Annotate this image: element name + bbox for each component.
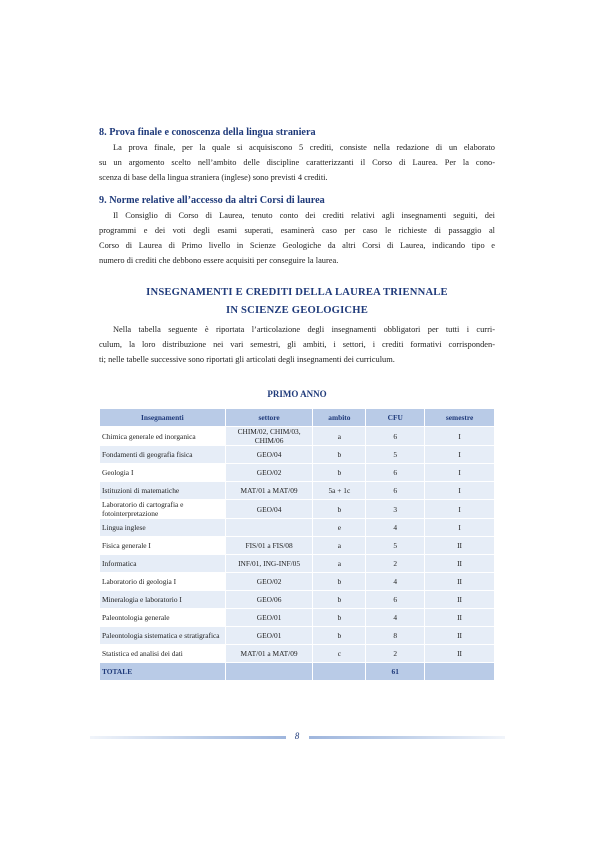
- course-semestre: II: [425, 609, 495, 627]
- course-settore: GEO/01: [225, 609, 313, 627]
- table-row: [100, 537, 495, 555]
- course-name: Paleontologia generale: [100, 609, 226, 627]
- main-title-line-1: INSEGNAMENTI E CREDITI DELLA LAUREA TRIENNALE: [146, 287, 448, 298]
- total-cell: [225, 663, 313, 681]
- footer-rule-left: [90, 736, 286, 739]
- course-name: Paleontologia sistematica e stratigrafica: [100, 627, 226, 645]
- course-name: Laboratorio di cartografia e fotointerpretazione: [100, 500, 226, 519]
- course-ambito: b: [313, 627, 366, 645]
- course-semestre: II: [425, 555, 495, 573]
- course-settore: CHIM/02, CHIM/03, CHIM/06: [225, 427, 313, 446]
- section-9-line: Il Consiglio di Corso di Laurea, tenuto conto dei crediti relativi agli insegnamenti seguiti, dei: [113, 211, 495, 220]
- course-name: Chimica generale ed inorganica: [100, 427, 226, 446]
- section-8-line: scenza di base della lingua straniera (inglese) sono previsti 4 crediti.: [99, 173, 328, 182]
- course-ambito: 5a + 1c: [313, 482, 366, 500]
- header-ambito: ambito: [313, 409, 366, 427]
- course-settore: GEO/04: [225, 446, 313, 464]
- course-ambito: b: [313, 573, 366, 591]
- intro-paragraph: [99, 322, 495, 367]
- course-cfu: 5: [366, 446, 425, 464]
- courses-table: [99, 408, 495, 681]
- course-name: Informatica: [100, 555, 226, 573]
- table-row: [100, 482, 495, 500]
- table-row: [100, 555, 495, 573]
- course-cfu: 6: [366, 464, 425, 482]
- course-cfu: 3: [366, 500, 425, 519]
- course-ambito: b: [313, 446, 366, 464]
- course-settore: GEO/02: [225, 573, 313, 591]
- course-semestre: II: [425, 573, 495, 591]
- section-9-heading: 9. Norme relative all’accesso da altri Corsi di laurea: [99, 195, 325, 206]
- table-row: [100, 609, 495, 627]
- course-cfu: 6: [366, 427, 425, 446]
- course-semestre: II: [425, 537, 495, 555]
- table-row: [100, 519, 495, 537]
- course-semestre: I: [425, 482, 495, 500]
- header-cfu: CFU: [366, 409, 425, 427]
- course-ambito: b: [313, 591, 366, 609]
- section-9-line: Corso di Laurea di Primo livello in Scienze Geologiche da altri Corsi di Laurea, indicando tipo e: [99, 241, 495, 250]
- header-insegnamenti: Insegnamenti: [100, 409, 226, 427]
- course-name: Statistica ed analisi dei dati: [100, 645, 226, 663]
- total-cell: [313, 663, 366, 681]
- total-cfu: 61: [366, 663, 425, 681]
- course-settore: MAT/01 a MAT/09: [225, 645, 313, 663]
- section-8-line: La prova finale, per la quale si acquisiscono 5 crediti, consiste nella redazione di un elaborato: [113, 143, 495, 152]
- table-header-row: [100, 409, 495, 427]
- section-8-line: su un argomento scelto nell’ambito delle discipline caratterizzanti il Corso di Laurea. Per la cono-: [99, 158, 495, 167]
- course-ambito: a: [313, 427, 366, 446]
- section-8-body: [99, 140, 495, 185]
- course-ambito: b: [313, 464, 366, 482]
- table-row: [100, 645, 495, 663]
- course-name: Fondamenti di geografia fisica: [100, 446, 226, 464]
- intro-line: Nella tabella seguente è riportata l’articolazione degli insegnamenti obbligatori per tutti i curri-: [113, 325, 495, 334]
- table-row: [100, 573, 495, 591]
- year-title: PRIMO ANNO: [267, 389, 327, 399]
- footer-rule-right: [309, 736, 505, 739]
- course-settore: MAT/01 a MAT/09: [225, 482, 313, 500]
- course-semestre: I: [425, 519, 495, 537]
- table-total-row: [100, 663, 495, 681]
- header-settore: settore: [225, 409, 313, 427]
- total-label: TOTALE: [100, 663, 226, 681]
- course-cfu: 5: [366, 537, 425, 555]
- course-name: Lingua inglese: [100, 519, 226, 537]
- course-semestre: II: [425, 645, 495, 663]
- table-row: [100, 427, 495, 446]
- table-row: [100, 627, 495, 645]
- course-ambito: c: [313, 645, 366, 663]
- course-settore: [225, 519, 313, 537]
- course-semestre: I: [425, 446, 495, 464]
- course-cfu: 4: [366, 573, 425, 591]
- course-settore: GEO/06: [225, 591, 313, 609]
- course-cfu: 4: [366, 519, 425, 537]
- course-name: Laboratorio di geologia I: [100, 573, 226, 591]
- course-name: Istituzioni di matematiche: [100, 482, 226, 500]
- course-semestre: I: [425, 427, 495, 446]
- course-semestre: II: [425, 627, 495, 645]
- table-row: [100, 591, 495, 609]
- course-name: Fisica generale I: [100, 537, 226, 555]
- course-semestre: I: [425, 464, 495, 482]
- main-title: [99, 284, 495, 320]
- course-cfu: 2: [366, 555, 425, 573]
- course-ambito: a: [313, 555, 366, 573]
- course-name: Geologia I: [100, 464, 226, 482]
- section-9-line: numero di crediti che debbono essere acquisiti per conseguire la laurea.: [99, 256, 339, 265]
- table-row: [100, 464, 495, 482]
- section-8-heading: 8. Prova finale e conoscenza della lingua straniera: [99, 127, 316, 138]
- course-ambito: b: [313, 609, 366, 627]
- course-ambito: a: [313, 537, 366, 555]
- course-cfu: 8: [366, 627, 425, 645]
- course-cfu: 6: [366, 482, 425, 500]
- course-settore: FIS/01 a FIS/08: [225, 537, 313, 555]
- course-semestre: I: [425, 500, 495, 519]
- intro-line: culum, la loro distribuzione nei vari semestri, gli ambiti, i settori, i crediti formativi corrisponden-: [99, 340, 495, 349]
- course-semestre: II: [425, 591, 495, 609]
- table-row: [100, 500, 495, 519]
- course-cfu: 2: [366, 645, 425, 663]
- course-settore: GEO/04: [225, 500, 313, 519]
- section-9-body: [99, 208, 495, 268]
- course-settore: GEO/01: [225, 627, 313, 645]
- page-number: 8: [294, 731, 300, 741]
- course-name: Mineralogia e laboratorio I: [100, 591, 226, 609]
- course-settore: INF/01, ING-INF/05: [225, 555, 313, 573]
- main-title-line-2: IN SCIENZE GEOLOGICHE: [226, 305, 368, 316]
- course-cfu: 6: [366, 591, 425, 609]
- table-row: [100, 446, 495, 464]
- total-cell: [425, 663, 495, 681]
- header-semestre: semestre: [425, 409, 495, 427]
- course-settore: GEO/02: [225, 464, 313, 482]
- course-ambito: b: [313, 500, 366, 519]
- section-9-line: programmi e dei voti degli esami superati, esaminerà caso per caso le richieste di passaggio al: [99, 226, 495, 235]
- intro-line: ti; nelle tabelle successive sono riportati gli articolati degli insegnamenti dei curriculum.: [99, 355, 395, 364]
- course-ambito: e: [313, 519, 366, 537]
- course-cfu: 4: [366, 609, 425, 627]
